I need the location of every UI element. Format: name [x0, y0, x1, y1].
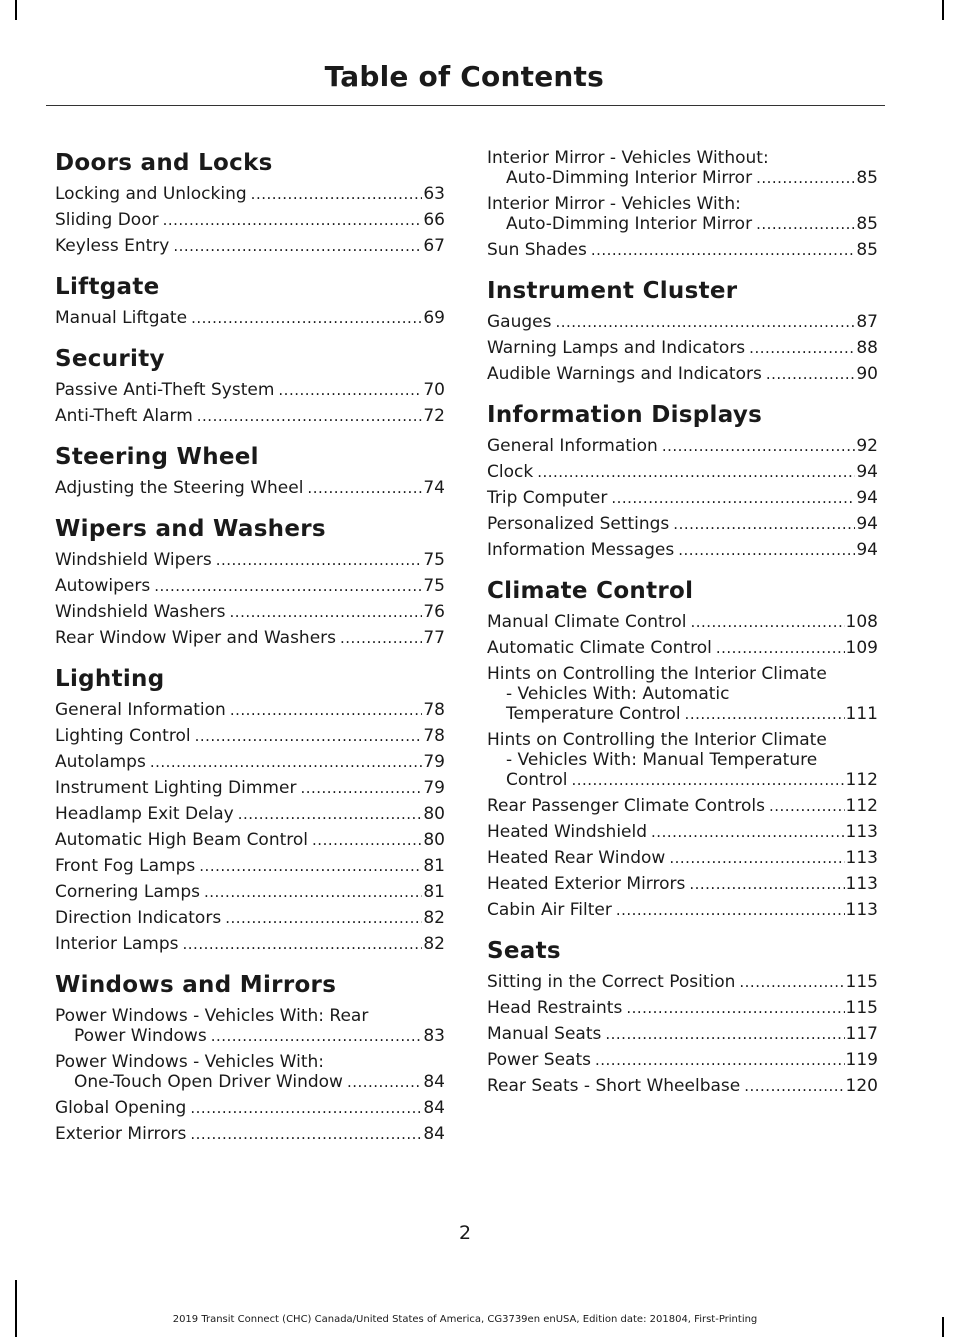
dot-leader [651, 822, 845, 842]
page-title: Table of Contents [324, 60, 604, 93]
toc-entry-title: Cornering Lamps [55, 882, 200, 902]
toc-entry-title: Hints on Controlling the Interior Climate [487, 664, 827, 684]
toc-section-instrument-cluster [487, 276, 878, 384]
toc-page-number: 69 [423, 308, 445, 328]
toc-entry-title: One-Touch Open Driver Window [74, 1072, 343, 1092]
toc-entry-title: General Information [55, 700, 226, 720]
crop-mark-top-left [15, 0, 17, 20]
toc-entry-title: Sitting in the Correct Position [487, 972, 736, 992]
toc-entry-title: Temperature Control [506, 704, 681, 724]
section-heading: Lighting [55, 666, 165, 692]
toc-page-number: 94 [856, 462, 878, 482]
dot-leader [197, 406, 423, 426]
toc-entry-title: Manual Climate Control [487, 612, 687, 632]
toc-entry-title: Locking and Unlocking [55, 184, 247, 204]
toc-entry[interactable] [487, 612, 878, 632]
toc-page-number: 88 [856, 338, 878, 358]
dot-leader [204, 882, 422, 902]
toc-entry[interactable] [487, 540, 878, 560]
toc-entry[interactable] [55, 308, 445, 328]
toc-entry-title: Direction Indicators [55, 908, 222, 928]
crop-mark-bottom-right [942, 1317, 944, 1337]
toc-page-number: 92 [856, 436, 878, 456]
toc-entry-title: Control [506, 770, 568, 790]
toc-section-security [55, 344, 445, 426]
dot-leader [616, 900, 845, 920]
dot-leader [183, 934, 423, 954]
toc-page-number: 115 [845, 998, 878, 1018]
toc-page-number: 80 [423, 830, 445, 850]
toc-page-number: 75 [423, 550, 445, 570]
section-heading: Seats [487, 938, 561, 964]
toc-page-number: 85 [856, 240, 878, 260]
toc-entry-title: Power Windows - Vehicles With: [55, 1052, 325, 1072]
dot-leader [300, 778, 422, 798]
toc-entry[interactable] [487, 312, 878, 332]
dot-leader [190, 1124, 422, 1144]
dot-leader [662, 436, 856, 456]
toc-entry-title: Cabin Air Filter [487, 900, 612, 920]
toc-entry-title: Rear Window Wiper and Washers [55, 628, 337, 648]
dot-leader [199, 856, 422, 876]
dot-leader [347, 1072, 422, 1092]
toc-entry[interactable] [55, 406, 445, 426]
toc-entry-title: Audible Warnings and Indicators [487, 364, 762, 384]
toc-entry[interactable] [55, 602, 445, 622]
dot-leader [626, 998, 844, 1018]
section-heading: Wipers and Washers [55, 516, 326, 542]
toc-entry-title: Power Windows [74, 1026, 207, 1046]
section-heading: Information Displays [487, 402, 763, 428]
toc-entry-title: Anti-Theft Alarm [55, 406, 193, 426]
toc-entry-title: General Information [487, 436, 658, 456]
toc-page-number: 113 [845, 848, 878, 868]
toc-entry[interactable] [55, 1124, 445, 1144]
footer-edition-text: 2019 Transit Connect (CHC) Canada/United States of America, CG3739en enUSA, Edition date: 201804, First-Printing [172, 1314, 758, 1325]
section-heading: Liftgate [55, 274, 160, 300]
toc-page-number: 74 [423, 478, 445, 498]
toc-entry[interactable] [55, 550, 445, 570]
toc-section-windows-and-mirrors [55, 970, 445, 1144]
dot-leader [739, 972, 844, 992]
toc-entry[interactable] [487, 998, 878, 1018]
section-heading: Steering Wheel [55, 444, 259, 470]
toc-entry-title: Heated Rear Window [487, 848, 666, 868]
dot-leader [611, 488, 855, 508]
toc-page-number: 108 [845, 612, 878, 632]
toc-entry[interactable] [55, 752, 445, 772]
dot-leader [537, 462, 855, 482]
toc-entry[interactable] [55, 1098, 445, 1118]
toc-section-climate-control [487, 576, 878, 920]
toc-entry-title: Automatic High Beam Control [55, 830, 309, 850]
toc-entry-title: Windshield Washers [55, 602, 226, 622]
dot-leader [154, 576, 422, 596]
toc-page-number: 77 [423, 628, 445, 648]
toc-entry[interactable] [55, 778, 445, 798]
toc-entry-title: Clock [487, 462, 534, 482]
toc-section-doors-and-locks [55, 148, 445, 256]
toc-entry-title: - Vehicles With: Manual Temperature [506, 750, 818, 770]
dot-leader [190, 1098, 422, 1118]
toc-page-number: 79 [423, 778, 445, 798]
toc-entry-title: Exterior Mirrors [55, 1124, 187, 1144]
toc-page-number: 83 [423, 1026, 445, 1046]
toc-entry-title: - Vehicles With: Automatic [506, 684, 730, 704]
title-divider [46, 105, 885, 106]
page-number: 2 [458, 1222, 472, 1244]
toc-entry[interactable] [487, 730, 878, 790]
toc-entry[interactable] [487, 194, 878, 234]
dot-leader [238, 804, 423, 824]
toc-page-number: 84 [423, 1124, 445, 1144]
toc-entry[interactable] [487, 338, 878, 358]
toc-page-number: 67 [423, 236, 445, 256]
dot-leader [571, 770, 844, 790]
toc-entry-title: Trip Computer [487, 488, 608, 508]
toc-entry[interactable] [487, 514, 878, 534]
toc-page-number: 119 [845, 1050, 878, 1070]
toc-entry[interactable] [55, 804, 445, 824]
toc-page-number: 63 [423, 184, 445, 204]
toc-entry[interactable] [55, 726, 445, 746]
dot-leader [685, 704, 845, 724]
toc-entry[interactable] [487, 1076, 878, 1096]
toc-entry-title: Manual Liftgate [55, 308, 188, 328]
toc-entry[interactable] [55, 1052, 445, 1092]
toc-entry[interactable] [55, 830, 445, 850]
toc-entry-title: Instrument Lighting Dimmer [55, 778, 297, 798]
toc-entry-title: Auto-Dimming Interior Mirror [506, 214, 753, 234]
dot-leader [312, 830, 422, 850]
toc-page-number: 79 [423, 752, 445, 772]
toc-entry-title: Information Messages [487, 540, 675, 560]
toc-page-number: 76 [423, 602, 445, 622]
dot-leader [716, 638, 845, 658]
toc-entry[interactable] [487, 664, 878, 724]
toc-entry-title: Power Seats [487, 1050, 591, 1070]
dot-leader [216, 550, 423, 570]
section-heading: Instrument Cluster [487, 278, 738, 304]
dot-leader [191, 308, 422, 328]
right-column [487, 148, 878, 1112]
left-column [55, 148, 445, 1160]
toc-entry-title: Heated Windshield [487, 822, 648, 842]
dot-leader [555, 312, 855, 332]
dot-leader [678, 540, 855, 560]
toc-section-information-displays [487, 400, 878, 560]
toc-entry[interactable] [487, 638, 878, 658]
toc-page-number: 112 [845, 770, 878, 790]
toc-entry-title: Heated Exterior Mirrors [487, 874, 686, 894]
dot-leader [769, 796, 845, 816]
toc-entry-title: Headlamp Exit Delay [55, 804, 234, 824]
dot-leader [278, 380, 422, 400]
toc-entry[interactable] [55, 882, 445, 902]
dot-leader [595, 1050, 845, 1070]
toc-entry-title: Sun Shades [487, 240, 587, 260]
dot-leader [307, 478, 422, 498]
toc-entry-title: Global Opening [55, 1098, 187, 1118]
toc-page-number: 81 [423, 882, 445, 902]
toc-page-number: 78 [423, 726, 445, 746]
toc-entry[interactable] [55, 236, 445, 256]
dot-leader [225, 908, 422, 928]
toc-entry[interactable] [487, 462, 878, 482]
dot-leader [195, 726, 423, 746]
toc-entry[interactable] [487, 1050, 878, 1070]
toc-page-number: 94 [856, 488, 878, 508]
toc-page-number: 112 [845, 796, 878, 816]
toc-section-lighting [55, 664, 445, 954]
toc-entry[interactable] [55, 380, 445, 400]
toc-page-number: 90 [856, 364, 878, 384]
toc-page-number: 113 [845, 822, 878, 842]
crop-mark-bottom-left [15, 1280, 17, 1337]
dot-leader [669, 848, 844, 868]
toc-page-number: 109 [845, 638, 878, 658]
section-heading: Climate Control [487, 578, 694, 604]
toc-entry[interactable] [487, 364, 878, 384]
toc-entry-title: Interior Mirror - Vehicles With: [487, 194, 741, 214]
crop-mark-top-right [942, 0, 944, 20]
toc-page-number: 113 [845, 900, 878, 920]
toc-page-number: 81 [423, 856, 445, 876]
toc-page-number: 87 [856, 312, 878, 332]
toc-entry[interactable] [55, 210, 445, 230]
toc-section-continued [487, 148, 878, 260]
dot-leader [150, 752, 423, 772]
toc-entry[interactable] [55, 908, 445, 928]
toc-entry-title: Manual Seats [487, 1024, 602, 1044]
toc-section-steering-wheel [55, 442, 445, 498]
dot-leader [340, 628, 422, 648]
toc-page-number: 72 [423, 406, 445, 426]
toc-entry-title: Personalized Settings [487, 514, 670, 534]
dot-leader [744, 1076, 844, 1096]
toc-entry[interactable] [487, 900, 878, 920]
toc-entry-title: Sliding Door [55, 210, 159, 230]
dot-leader [689, 874, 844, 894]
toc-entry-title: Front Fog Lamps [55, 856, 196, 876]
toc-page-number: 111 [845, 704, 878, 724]
toc-entry-title: Interior Lamps [55, 934, 179, 954]
toc-entry-title: Hints on Controlling the Interior Climate [487, 730, 827, 750]
dot-leader [756, 214, 855, 234]
toc-entry-title: Auto-Dimming Interior Mirror [506, 168, 753, 188]
dot-leader [211, 1026, 423, 1046]
toc-page-number: 75 [423, 576, 445, 596]
toc-entry[interactable] [55, 628, 445, 648]
section-heading: Security [55, 346, 165, 372]
toc-entry-title: Automatic Climate Control [487, 638, 712, 658]
toc-page-number: 115 [845, 972, 878, 992]
toc-page-number: 78 [423, 700, 445, 720]
toc-entry[interactable] [55, 478, 445, 498]
dot-leader [673, 514, 855, 534]
dot-leader [230, 700, 423, 720]
dot-leader [749, 338, 855, 358]
toc-page-number: 82 [423, 934, 445, 954]
toc-page-number: 94 [856, 514, 878, 534]
dot-leader [756, 168, 855, 188]
dot-leader [173, 236, 422, 256]
dot-leader [230, 602, 423, 622]
toc-page-number: 117 [845, 1024, 878, 1044]
toc-entry-title: Interior Mirror - Vehicles Without: [487, 148, 769, 168]
toc-entry[interactable] [55, 576, 445, 596]
section-heading: Doors and Locks [55, 150, 273, 176]
dot-leader [251, 184, 423, 204]
toc-entry[interactable] [487, 874, 878, 894]
toc-entry[interactable] [487, 148, 878, 188]
toc-entry-title: Rear Passenger Climate Controls [487, 796, 765, 816]
toc-page-number: 120 [845, 1076, 878, 1096]
dot-leader [605, 1024, 844, 1044]
toc-entry-title: Gauges [487, 312, 552, 332]
toc-entry[interactable] [487, 488, 878, 508]
toc-section-liftgate [55, 272, 445, 328]
toc-page-number: 70 [423, 380, 445, 400]
toc-entry-title: Lighting Control [55, 726, 191, 746]
dot-leader [766, 364, 856, 384]
toc-entry[interactable] [487, 972, 878, 992]
toc-entry-title: Warning Lamps and Indicators [487, 338, 746, 358]
dot-leader [690, 612, 844, 632]
toc-page-number: 113 [845, 874, 878, 894]
toc-entry-title: Adjusting the Steering Wheel [55, 478, 304, 498]
toc-page-number: 84 [423, 1072, 445, 1092]
toc-entry-title: Passive Anti-Theft System [55, 380, 275, 400]
toc-page-number: 82 [423, 908, 445, 928]
toc-page-number: 85 [856, 214, 878, 234]
toc-entry[interactable] [55, 934, 445, 954]
dot-leader [163, 210, 423, 230]
toc-section-seats [487, 936, 878, 1096]
toc-entry[interactable] [487, 848, 878, 868]
toc-entry[interactable] [55, 184, 445, 204]
toc-entry[interactable] [55, 700, 445, 720]
toc-page-number: 66 [423, 210, 445, 230]
section-heading: Windows and Mirrors [55, 972, 337, 998]
dot-leader [591, 240, 856, 260]
toc-entry-title: Autowipers [55, 576, 151, 596]
toc-entry[interactable] [55, 856, 445, 876]
toc-entry[interactable] [487, 240, 878, 260]
toc-page-number: 80 [423, 804, 445, 824]
toc-entry[interactable] [487, 436, 878, 456]
toc-page-number: 94 [856, 540, 878, 560]
toc-page-number: 84 [423, 1098, 445, 1118]
toc-entry-title: Windshield Wipers [55, 550, 212, 570]
toc-section-wipers-and-washers [55, 514, 445, 648]
toc-entry-title: Rear Seats - Short Wheelbase [487, 1076, 741, 1096]
toc-entry[interactable] [487, 796, 878, 816]
toc-entry-title: Autolamps [55, 752, 146, 772]
toc-entry[interactable] [55, 1006, 445, 1046]
toc-entry[interactable] [487, 822, 878, 842]
toc-entry-title: Keyless Entry [55, 236, 170, 256]
toc-entry[interactable] [487, 1024, 878, 1044]
toc-entry-title: Power Windows - Vehicles With: Rear [55, 1006, 369, 1026]
toc-page-number: 85 [856, 168, 878, 188]
toc-entry-title: Head Restraints [487, 998, 623, 1018]
